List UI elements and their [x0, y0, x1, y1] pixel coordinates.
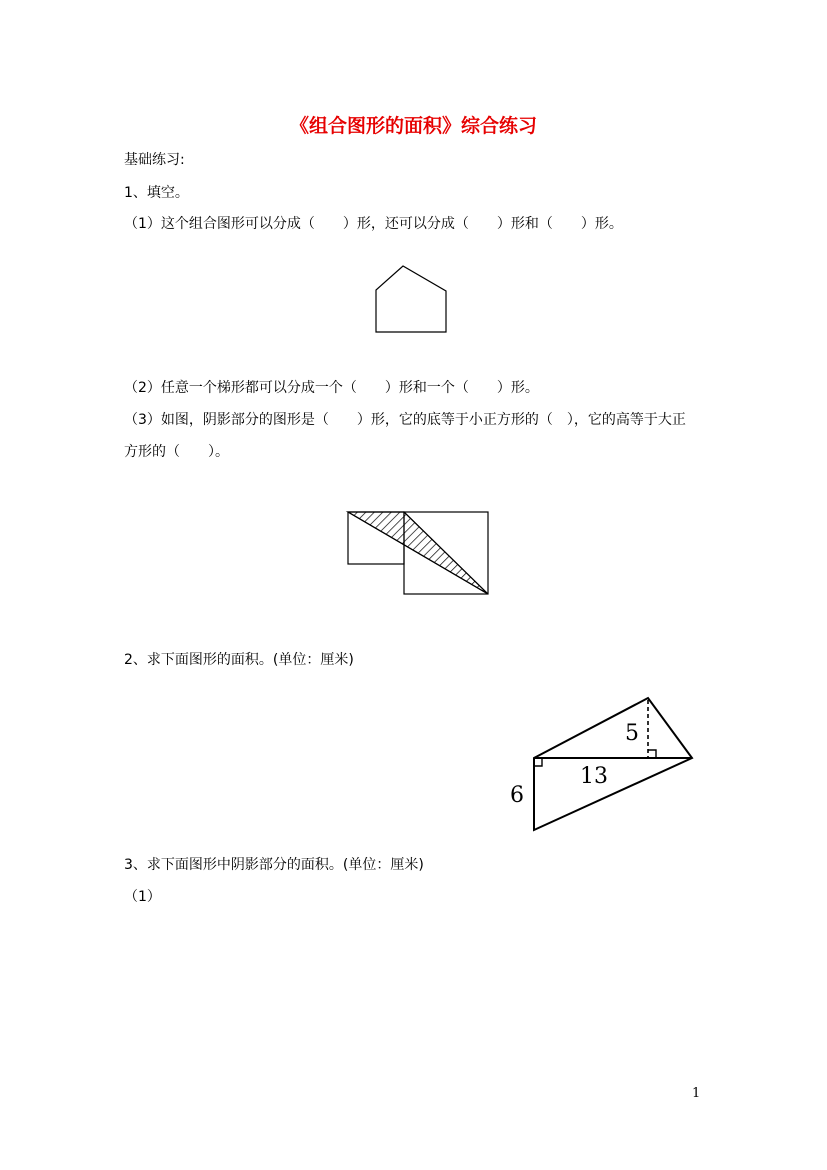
section-heading-basic: 基础练习: [124, 152, 185, 168]
composite-triangle-figure [500, 690, 700, 835]
question-1-part-3-line-1: （3）如图，阴影部分的图形是（ ）形，它的底等于小正方形的（ ），它的高等于大正 [124, 412, 686, 428]
height-label: 5 [625, 721, 639, 746]
page-number: 1 [692, 1086, 701, 1101]
pentagon-figure [370, 262, 452, 336]
base-label: 13 [580, 764, 608, 789]
side-label: 6 [510, 783, 524, 808]
page-title: 《组合图形的面积》综合练习 [289, 115, 537, 137]
question-1-part-3-line-2: 方形的（ ）。 [124, 444, 229, 460]
question-1-heading: 1、填空。 [124, 185, 189, 201]
question-1-part-1: （1）这个组合图形可以分成（ ）形，还可以分成（ ）形和（ ）形。 [124, 216, 623, 232]
question-2-heading: 2、求下面图形的面积。(单位：厘米) [124, 652, 354, 668]
squares-shaded-triangle-figure [344, 508, 494, 598]
question-1-part-2: （2）任意一个梯形都可以分成一个（ ）形和一个（ ）形。 [124, 380, 539, 396]
question-3-part-1: （1） [124, 889, 161, 905]
question-3-heading: 3、求下面图形中阴影部分的面积。(单位：厘米) [124, 857, 424, 873]
